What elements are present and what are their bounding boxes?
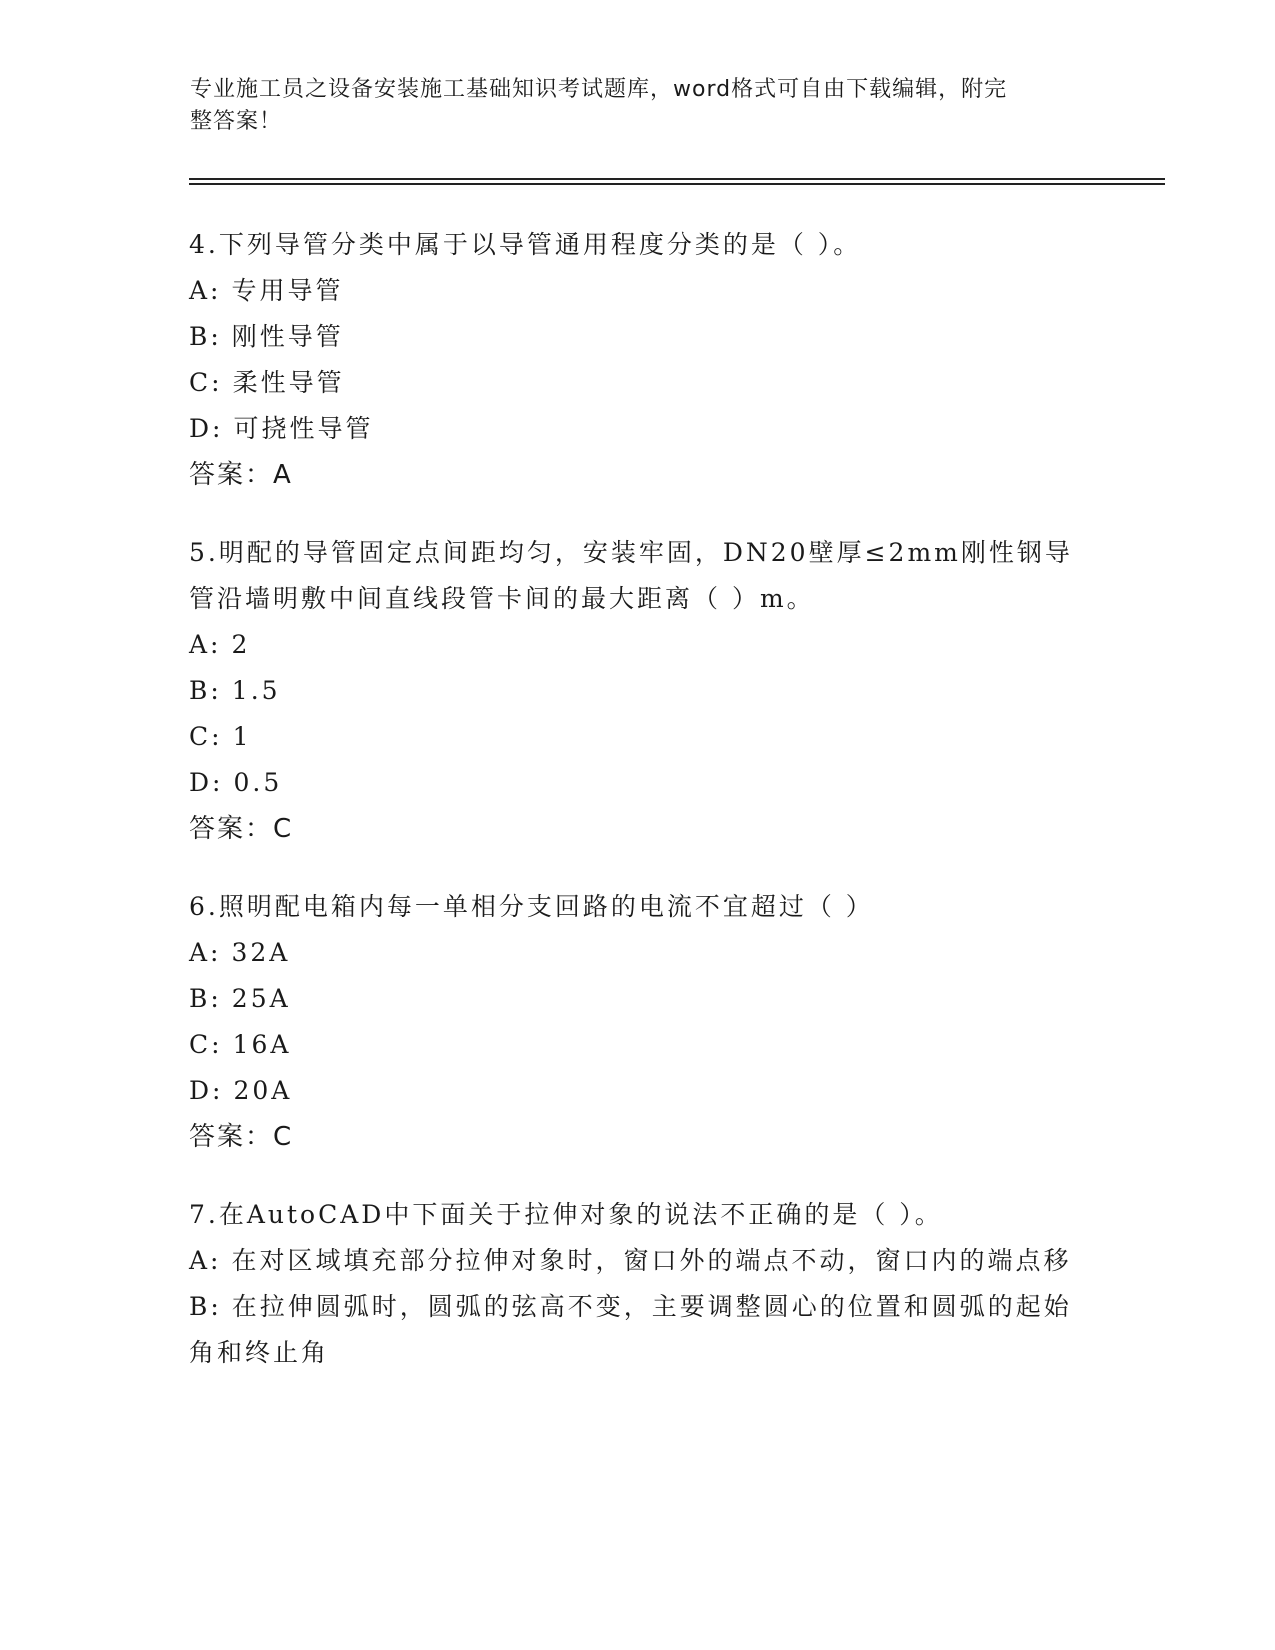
answer-line: 答案：A [189,460,293,490]
option-label: B: [189,676,222,705]
option-text: 1.5 [231,676,281,705]
option-a [189,268,1089,314]
option-b [189,976,1089,1022]
answer-line: 答案：C [189,814,294,844]
option-text: 在对区域填充部分拉伸对象时，窗口外的端点不动，窗口内的端点移 [231,1246,1072,1275]
option-c [189,714,1089,760]
option-label: D: [189,1076,224,1105]
option-label: C: [189,1030,223,1059]
option-a [189,1238,1089,1284]
option-d [189,1068,1089,1114]
option-label: C: [189,722,223,751]
question-list [189,222,1089,1408]
question-4 [189,222,1089,498]
option-text: 在拉伸圆弧时，圆弧的弦高不变，主要调整圆心的位置和圆弧的起始角和终止角 [189,1292,1072,1367]
option-text: 2 [231,630,251,659]
option-a [189,930,1089,976]
header-divider-top [189,178,1165,180]
option-b [189,1284,1089,1376]
option-label: B: [189,322,222,351]
answer-line: 答案：C [189,1122,294,1152]
option-label: D: [189,768,224,797]
option-c [189,1022,1089,1068]
option-label: A: [189,938,222,967]
option-b [189,668,1089,714]
header-divider-bottom [189,183,1165,185]
option-text: 32A [231,938,291,967]
option-text: 可挠性导管 [233,414,374,443]
question-stem: 5.明配的导管固定点间距均匀，安装牢固，DN20壁厚≤2mm刚性钢导管沿墙明敷中间直线段管卡间的最大距离（ ）m。 [189,538,1073,613]
option-a [189,622,1089,668]
option-label: A: [189,1246,222,1275]
option-d [189,760,1089,806]
question-5 [189,530,1089,852]
option-label: D: [189,414,224,443]
question-7 [189,1192,1089,1376]
question-stem: 7.在AutoCAD中下面关于拉伸对象的说法不正确的是（ ）。 [189,1200,943,1229]
option-text: 25A [231,984,291,1013]
option-label: C: [189,368,223,397]
option-text: 刚性导管 [231,322,344,351]
question-stem: 6.照明配电箱内每一单相分支回路的电流不宜超过（ ） [189,892,874,921]
question-stem: 4.下列导管分类中属于以导管通用程度分类的是（ ）。 [189,230,862,259]
option-text: 1 [232,722,252,751]
option-text: 柔性导管 [232,368,345,397]
option-label: B: [189,984,222,1013]
option-b [189,314,1089,360]
document-header [190,74,1080,138]
option-text: 16A [232,1030,292,1059]
option-d [189,406,1089,452]
option-text: 20A [233,1076,293,1105]
option-text: 0.5 [233,768,283,797]
option-text: 专用导管 [231,276,344,305]
option-c [189,360,1089,406]
header-line-2: 整答案！ [190,109,283,134]
option-label: B: [189,1292,222,1321]
header-line-1: 专业施工员之设备安装施工基础知识考试题库，word格式可自由下载编辑，附完 [190,77,1008,102]
question-6 [189,884,1089,1160]
option-label: A: [189,630,222,659]
option-label: A: [189,276,222,305]
